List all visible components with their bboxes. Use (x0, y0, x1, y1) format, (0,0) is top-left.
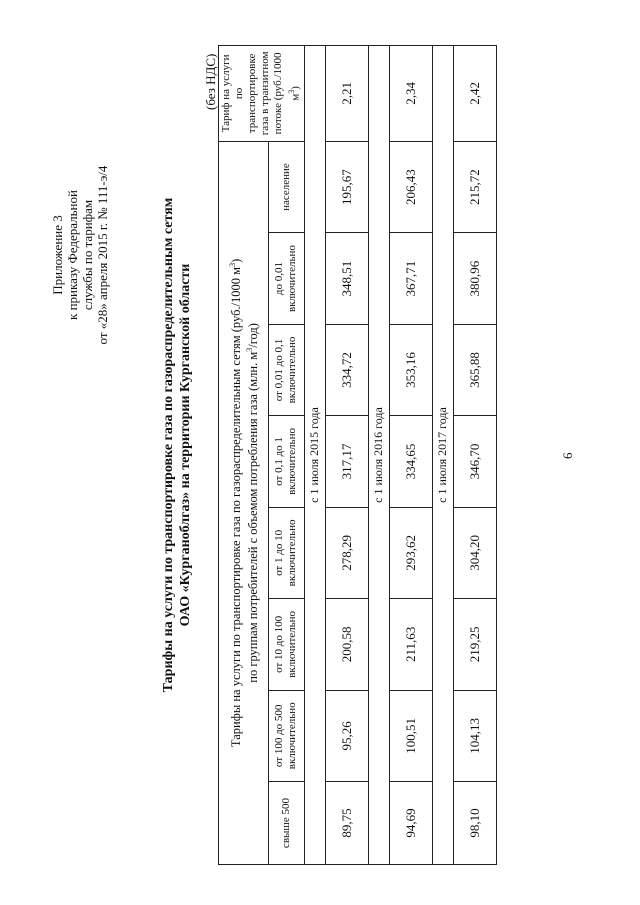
tariff-table (218, 45, 497, 865)
table-cell: 215,72 (453, 141, 496, 233)
column-header: от 0,01 до 0,1 включительно (268, 324, 304, 415)
table-cell: 100,51 (389, 690, 432, 781)
column-header: до 0,01 включительно (268, 233, 304, 324)
table-cell: 2,34 (389, 46, 432, 142)
period-label: с 1 июля 2017 года (432, 46, 453, 865)
transit-text: Тариф на услуги по транспортировке газа в транзитном потоке (руб./1000 м (220, 51, 302, 136)
header-text: Тарифы на услуги по транспортировке газа по газораспределительным сетям (руб./1000 м (229, 266, 244, 748)
transit-text: ) (289, 86, 302, 90)
column-header: население (268, 141, 304, 233)
appendix-line: к приказу Федеральной (65, 190, 80, 320)
table-cell: 200,58 (325, 599, 368, 690)
title-line: ОАО «Курганоблгаз» на территории Курганской области (178, 263, 193, 627)
table-cell: 348,51 (325, 233, 368, 324)
period-label: с 1 июля 2015 года (304, 46, 325, 865)
table-cell: 95,26 (325, 690, 368, 781)
table-cell: 104,13 (453, 690, 496, 781)
table-cell: 89,75 (325, 782, 368, 865)
table-cell: 380,96 (453, 233, 496, 324)
header-text: по группам потребителей с объемом потребления газа (млн. м (246, 351, 261, 683)
appendix-line: службы по тарифам (80, 199, 95, 311)
table-row (325, 46, 368, 865)
period-label: с 1 июля 2016 года (368, 46, 389, 865)
table-main-header (219, 141, 269, 864)
table-cell: 211,63 (389, 599, 432, 690)
column-header: свыше 500 (268, 782, 304, 865)
table-cell: 219,25 (453, 599, 496, 690)
table-cell: 278,29 (325, 507, 368, 598)
table-cell: 2,42 (453, 46, 496, 142)
table-cell: 2,21 (325, 46, 368, 142)
transit-header (219, 46, 305, 142)
appendix-block (50, 105, 110, 405)
document-title (160, 105, 194, 785)
header-text: /год) (246, 323, 261, 348)
table-cell: 334,65 (389, 416, 432, 507)
table-cell: 317,17 (325, 416, 368, 507)
table-row (389, 46, 432, 865)
table-cell: 367,71 (389, 233, 432, 324)
table-cell: 94,69 (389, 782, 432, 865)
table-cell: 206,43 (389, 141, 432, 233)
column-header: от 10 до 100 включительно (268, 599, 304, 690)
header-sup: 3 (228, 262, 238, 267)
header-sup: 3 (245, 347, 255, 352)
table-cell: 195,67 (325, 141, 368, 233)
table-cell: 353,16 (389, 324, 432, 415)
appendix-line: от «28» апреля 2015 г. № 111-э/4 (95, 165, 110, 345)
title-line: Тарифы на услуги по транспортировке газа по газораспределительным сетям (161, 197, 176, 693)
table-row (453, 46, 496, 865)
table-cell: 304,20 (453, 507, 496, 598)
table-cell: 346,70 (453, 416, 496, 507)
table-cell: 334,72 (325, 324, 368, 415)
table-cell: 365,88 (453, 324, 496, 415)
appendix-line: Приложение 3 (50, 215, 65, 295)
column-header: от 0,1 до 1 включительно (268, 416, 304, 507)
table-cell: 98,10 (453, 782, 496, 865)
page-number: 6 (560, 452, 575, 459)
table-cell: 293,62 (389, 507, 432, 598)
column-header: от 1 до 10 включительно (268, 507, 304, 598)
header-text: ) (229, 258, 244, 263)
vat-note: (без НДС) (203, 53, 218, 110)
column-header: от 100 до 500 включительно (268, 690, 304, 781)
transit-sup: 3 (287, 89, 296, 94)
